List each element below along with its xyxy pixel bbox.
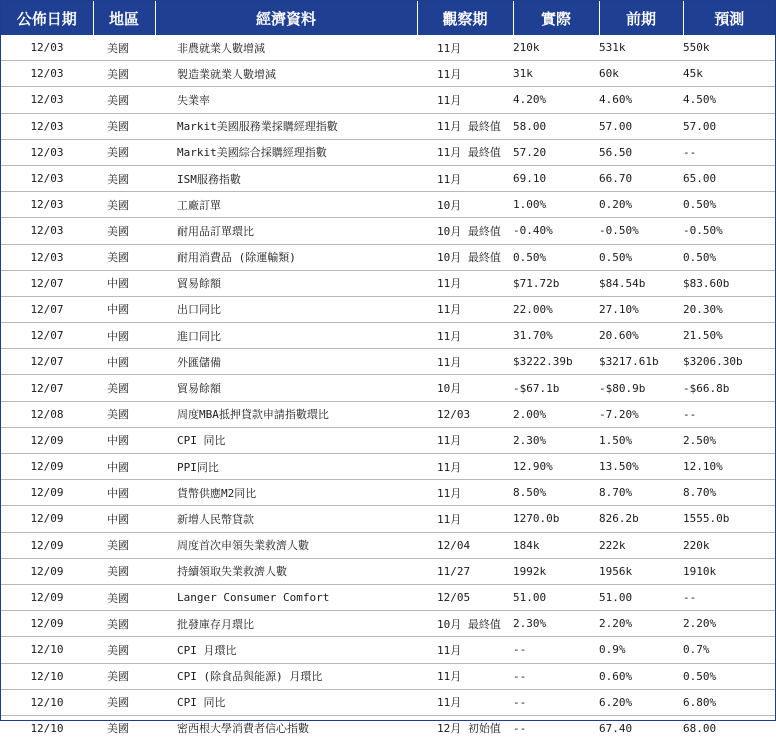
cell-actual: -- (513, 663, 599, 689)
cell-actual: -- (513, 637, 599, 663)
cell-forecast: 1555.0b (683, 506, 775, 532)
cell-release-date: 12/09 (1, 584, 93, 610)
cell-previous: 4.60% (599, 87, 683, 113)
table-row (1, 323, 775, 349)
cell-economic-data: Markit美國綜合採購經理指數 (155, 139, 417, 165)
cell-forecast: -0.50% (683, 218, 775, 244)
cell-release-date: 12/09 (1, 532, 93, 558)
cell-previous: 67.40 (599, 721, 633, 735)
cell-actual: 31.70% (513, 323, 599, 349)
cell-economic-data: 周度首次申領失業救濟人數 (155, 532, 417, 558)
cell-observation-period: 11月 (417, 506, 513, 532)
cell-forecast: 0.50% (683, 192, 775, 218)
cell-economic-data: 出口同比 (155, 296, 417, 322)
table-row (1, 689, 775, 715)
cell-economic-data: 新增人民幣貸款 (155, 506, 417, 532)
cell-release-date: 12/03 (1, 139, 93, 165)
cell-forecast: -$66.8b (683, 375, 775, 401)
cell-forecast: 2.20% (683, 611, 775, 637)
cell-region: 中國 (93, 480, 155, 506)
cell-release-date: 12/07 (1, 270, 93, 296)
cell-release-date: 12/03 (1, 35, 93, 61)
cell-region: 美國 (93, 663, 155, 689)
cell-region: 中國 (93, 506, 155, 532)
table-row (1, 296, 775, 322)
cell-economic-data: PPI同比 (155, 454, 417, 480)
cell-actual: 31k (513, 61, 599, 87)
cell-forecast: 20.30% (683, 296, 775, 322)
cell-economic-data: 周度MBA抵押貸款申請指數環比 (155, 401, 417, 427)
cell-release-date: 12/10 (1, 663, 93, 689)
cell-observation-period: 11月 (417, 427, 513, 453)
cell-economic-data: 工廠訂單 (155, 192, 417, 218)
cell-forecast: 0.7% (683, 637, 775, 663)
table-row (1, 637, 775, 663)
cell-previous: $3217.61b (599, 349, 683, 375)
cell-forecast: $3206.30b (683, 349, 775, 375)
cell-economic-data: 製造業就業人數增減 (155, 61, 417, 87)
cell-region: 中國 (93, 323, 155, 349)
cell-observation-period: 12月 初始值 (437, 722, 501, 736)
cell-actual: 1.00% (513, 192, 599, 218)
cell-observation-period: 11月 (417, 323, 513, 349)
cell-economic-data: 貿易餘額 (155, 270, 417, 296)
table-row (1, 165, 775, 191)
header-release-date: 公佈日期 (1, 1, 93, 35)
cell-forecast: 220k (683, 532, 775, 558)
cell-observation-period: 11月 (417, 689, 513, 715)
cell-forecast: 2.50% (683, 427, 775, 453)
cell-observation-period: 11月 最終值 (417, 139, 513, 165)
cell-forecast: 12.10% (683, 454, 775, 480)
cell-actual: 1270.0b (513, 506, 599, 532)
cell-actual: 69.10 (513, 165, 599, 191)
cell-release-date: 12/07 (1, 375, 93, 401)
cell-region: 中國 (93, 427, 155, 453)
cell-previous: 56.50 (599, 139, 683, 165)
cell-observation-period: 11月 最終值 (417, 113, 513, 139)
cell-observation-period: 11月 (417, 296, 513, 322)
cell-actual: 8.50% (513, 480, 599, 506)
cell-previous: 0.9% (599, 637, 683, 663)
cell-previous: 2.20% (599, 611, 683, 637)
cell-actual: $3222.39b (513, 349, 599, 375)
cell-previous: 222k (599, 532, 683, 558)
cell-region: 美國 (93, 113, 155, 139)
cell-region: 美國 (93, 35, 155, 61)
cell-actual: 0.50% (513, 244, 599, 270)
header-actual: 實際 (513, 1, 599, 35)
cell-region: 美國 (93, 611, 155, 637)
cell-forecast: 65.00 (683, 165, 775, 191)
cell-region: 美國 (93, 584, 155, 610)
cell-economic-data: 失業率 (155, 87, 417, 113)
cell-region: 美國 (93, 401, 155, 427)
cell-actual: -- (513, 689, 599, 715)
cell-actual: 2.30% (513, 427, 599, 453)
cell-previous: -$80.9b (599, 375, 683, 401)
table-row (1, 454, 775, 480)
cell-release-date: 12/03 (1, 113, 93, 139)
cell-forecast: 57.00 (683, 113, 775, 139)
cell-economic-data: 批發庫存月環比 (155, 611, 417, 637)
header-previous: 前期 (599, 1, 683, 35)
cell-release-date: 12/08 (1, 401, 93, 427)
table-row (1, 61, 775, 87)
cell-actual: 184k (513, 532, 599, 558)
cell-actual: -0.40% (513, 218, 599, 244)
header-economic-data: 經濟資料 (155, 1, 417, 35)
cell-actual: 12.90% (513, 454, 599, 480)
cell-release-date: 12/03 (1, 87, 93, 113)
cell-observation-period: 11月 (417, 87, 513, 113)
cell-forecast: 4.50% (683, 87, 775, 113)
cell-observation-period: 10月 (417, 375, 513, 401)
cell-economic-data: 耐用品訂單環比 (155, 218, 417, 244)
table-row (1, 218, 775, 244)
cell-region: 美國 (93, 61, 155, 87)
cell-release-date: 12/09 (1, 558, 93, 584)
cell-observation-period: 10月 (417, 192, 513, 218)
cell-observation-period: 11月 (417, 663, 513, 689)
cell-release-date: 12/09 (1, 454, 93, 480)
cell-actual: 22.00% (513, 296, 599, 322)
cell-actual: 2.30% (513, 611, 599, 637)
cell-previous: 1.50% (599, 427, 683, 453)
cell-region: 中國 (93, 270, 155, 296)
cell-forecast: 45k (683, 61, 775, 87)
cell-observation-period: 11月 (417, 270, 513, 296)
cell-observation-period: 12/05 (417, 584, 513, 610)
cell-economic-data: 耐用消費品 (除運輸類) (155, 244, 417, 270)
cell-region: 美國 (93, 689, 155, 715)
economic-data-table (1, 1, 775, 741)
cell-region: 中國 (93, 454, 155, 480)
cell-region: 美國 (93, 532, 155, 558)
cell-release-date: 12/09 (1, 506, 93, 532)
cell-economic-data: Langer Consumer Comfort (155, 584, 417, 610)
table-header-row (1, 1, 775, 35)
cell-region: 中國 (93, 296, 155, 322)
table-row (1, 611, 775, 637)
cell-release-date: 12/09 (1, 480, 93, 506)
cell-region: 美國 (93, 192, 155, 218)
cell-region: 美國 (93, 244, 155, 270)
cell-forecast: 8.70% (683, 480, 775, 506)
table-row (1, 558, 775, 584)
table-row (1, 663, 775, 689)
cell-previous: 13.50% (599, 454, 683, 480)
cell-actual: -$67.1b (513, 375, 599, 401)
cell-previous: 531k (599, 35, 683, 61)
cell-release-date: 12/07 (1, 296, 93, 322)
cell-observation-period: 10月 最終值 (417, 611, 513, 637)
cell-economic-data: ISM服務指數 (155, 165, 417, 191)
cell-region: 美國 (93, 637, 155, 663)
table-row (1, 532, 775, 558)
cell-economic-data: CPI 同比 (155, 427, 417, 453)
cell-economic-data: 外匯儲備 (155, 349, 417, 375)
cell-economic-data: CPI 月環比 (155, 637, 417, 663)
cell-previous: 0.50% (599, 244, 683, 270)
cell-observation-period: 11月 (417, 61, 513, 87)
table-row (1, 480, 775, 506)
cell-observation-period: 11月 (417, 165, 513, 191)
cell-actual: 51.00 (513, 584, 599, 610)
cell-region: 美國 (107, 722, 129, 736)
cell-economic-data: CPI 同比 (155, 689, 417, 715)
cell-previous: 27.10% (599, 296, 683, 322)
cell-forecast: 21.50% (683, 323, 775, 349)
cell-forecast: 6.80% (683, 689, 775, 715)
cell-observation-period: 11月 (417, 480, 513, 506)
cell-observation-period: 12/03 (417, 401, 513, 427)
cell-previous: 0.60% (599, 663, 683, 689)
table-row (1, 401, 775, 427)
cell-release-date: 12/03 (1, 218, 93, 244)
cell-previous: 1956k (599, 558, 683, 584)
cell-actual: 2.00% (513, 401, 599, 427)
cell-previous: 6.20% (599, 689, 683, 715)
cell-forecast: -- (683, 401, 775, 427)
cell-previous: $84.54b (599, 270, 683, 296)
cell-previous: 51.00 (599, 584, 683, 610)
cell-economic-data: 持續領取失業救濟人數 (155, 558, 417, 584)
cell-forecast: -- (683, 139, 775, 165)
table-row (1, 427, 775, 453)
cell-actual: 4.20% (513, 87, 599, 113)
cell-previous: 57.00 (599, 113, 683, 139)
cell-observation-period: 10月 最終值 (417, 218, 513, 244)
cell-previous: 0.20% (599, 192, 683, 218)
header-forecast: 預測 (683, 1, 775, 35)
cell-region: 美國 (93, 139, 155, 165)
cell-actual: 1992k (513, 558, 599, 584)
cell-observation-period: 12/04 (417, 532, 513, 558)
cell-release-date: 12/03 (1, 165, 93, 191)
cell-release-date: 12/03 (1, 61, 93, 87)
cell-economic-data: 貿易餘額 (155, 375, 417, 401)
cell-actual: 210k (513, 35, 599, 61)
cell-previous: -0.50% (599, 218, 683, 244)
cell-actual: 58.00 (513, 113, 599, 139)
cell-economic-data: CPI (除食品與能源) 月環比 (155, 663, 417, 689)
cell-release-date: 12/10 (1, 637, 93, 663)
cell-actual: -- (513, 721, 527, 735)
cell-region: 美國 (93, 375, 155, 401)
table-row (1, 244, 775, 270)
header-observation-period: 觀察期 (417, 1, 513, 35)
table-row (1, 584, 775, 610)
cell-region: 美國 (93, 87, 155, 113)
cell-previous: 8.70% (599, 480, 683, 506)
cell-forecast: -- (683, 584, 775, 610)
cell-release-date: 12/09 (1, 611, 93, 637)
cell-forecast: 0.50% (683, 244, 775, 270)
cell-region: 中國 (93, 349, 155, 375)
cell-observation-period: 11月 (417, 454, 513, 480)
cell-economic-data: 密西根大學消費者信心指數 (177, 722, 309, 736)
cell-observation-period: 11月 (417, 637, 513, 663)
header-region: 地區 (93, 1, 155, 35)
cell-forecast: 550k (683, 35, 775, 61)
cell-economic-data: 貨幣供應M2同比 (155, 480, 417, 506)
cell-observation-period: 11月 (417, 349, 513, 375)
cell-release-date: 12/10 (1, 689, 93, 715)
cell-forecast: 0.50% (683, 663, 775, 689)
cell-forecast: 1910k (683, 558, 775, 584)
table-row (1, 87, 775, 113)
table-row (1, 506, 775, 532)
cell-previous: 66.70 (599, 165, 683, 191)
cell-actual: $71.72b (513, 270, 599, 296)
cell-actual: 57.20 (513, 139, 599, 165)
cell-economic-data: Markit美國服務業採購經理指數 (155, 113, 417, 139)
table-row (1, 270, 775, 296)
cell-release-date: 12/03 (1, 244, 93, 270)
cell-region: 美國 (93, 165, 155, 191)
cell-release-date: 12/10 (30, 721, 64, 735)
cell-economic-data: 進口同比 (155, 323, 417, 349)
cell-previous: -7.20% (599, 401, 683, 427)
cell-observation-period: 11月 (417, 35, 513, 61)
cell-observation-period: 10月 最終值 (417, 244, 513, 270)
cell-region: 美國 (93, 218, 155, 244)
table-row (1, 715, 775, 741)
cell-observation-period: 11/27 (417, 558, 513, 584)
table-row (1, 349, 775, 375)
cell-forecast: $83.60b (683, 270, 775, 296)
cell-release-date: 12/09 (1, 427, 93, 453)
cell-previous: 20.60% (599, 323, 683, 349)
table-row (1, 35, 775, 61)
cell-previous: 60k (599, 61, 683, 87)
cell-previous: 826.2b (599, 506, 683, 532)
cell-region: 美國 (93, 558, 155, 584)
cell-economic-data: 非農就業人數增減 (155, 35, 417, 61)
table-row (1, 113, 775, 139)
cell-release-date: 12/03 (1, 192, 93, 218)
table-row (1, 192, 775, 218)
table-row (1, 375, 775, 401)
cell-release-date: 12/07 (1, 323, 93, 349)
cell-forecast: 68.00 (683, 721, 717, 735)
table-row (1, 139, 775, 165)
cell-release-date: 12/07 (1, 349, 93, 375)
